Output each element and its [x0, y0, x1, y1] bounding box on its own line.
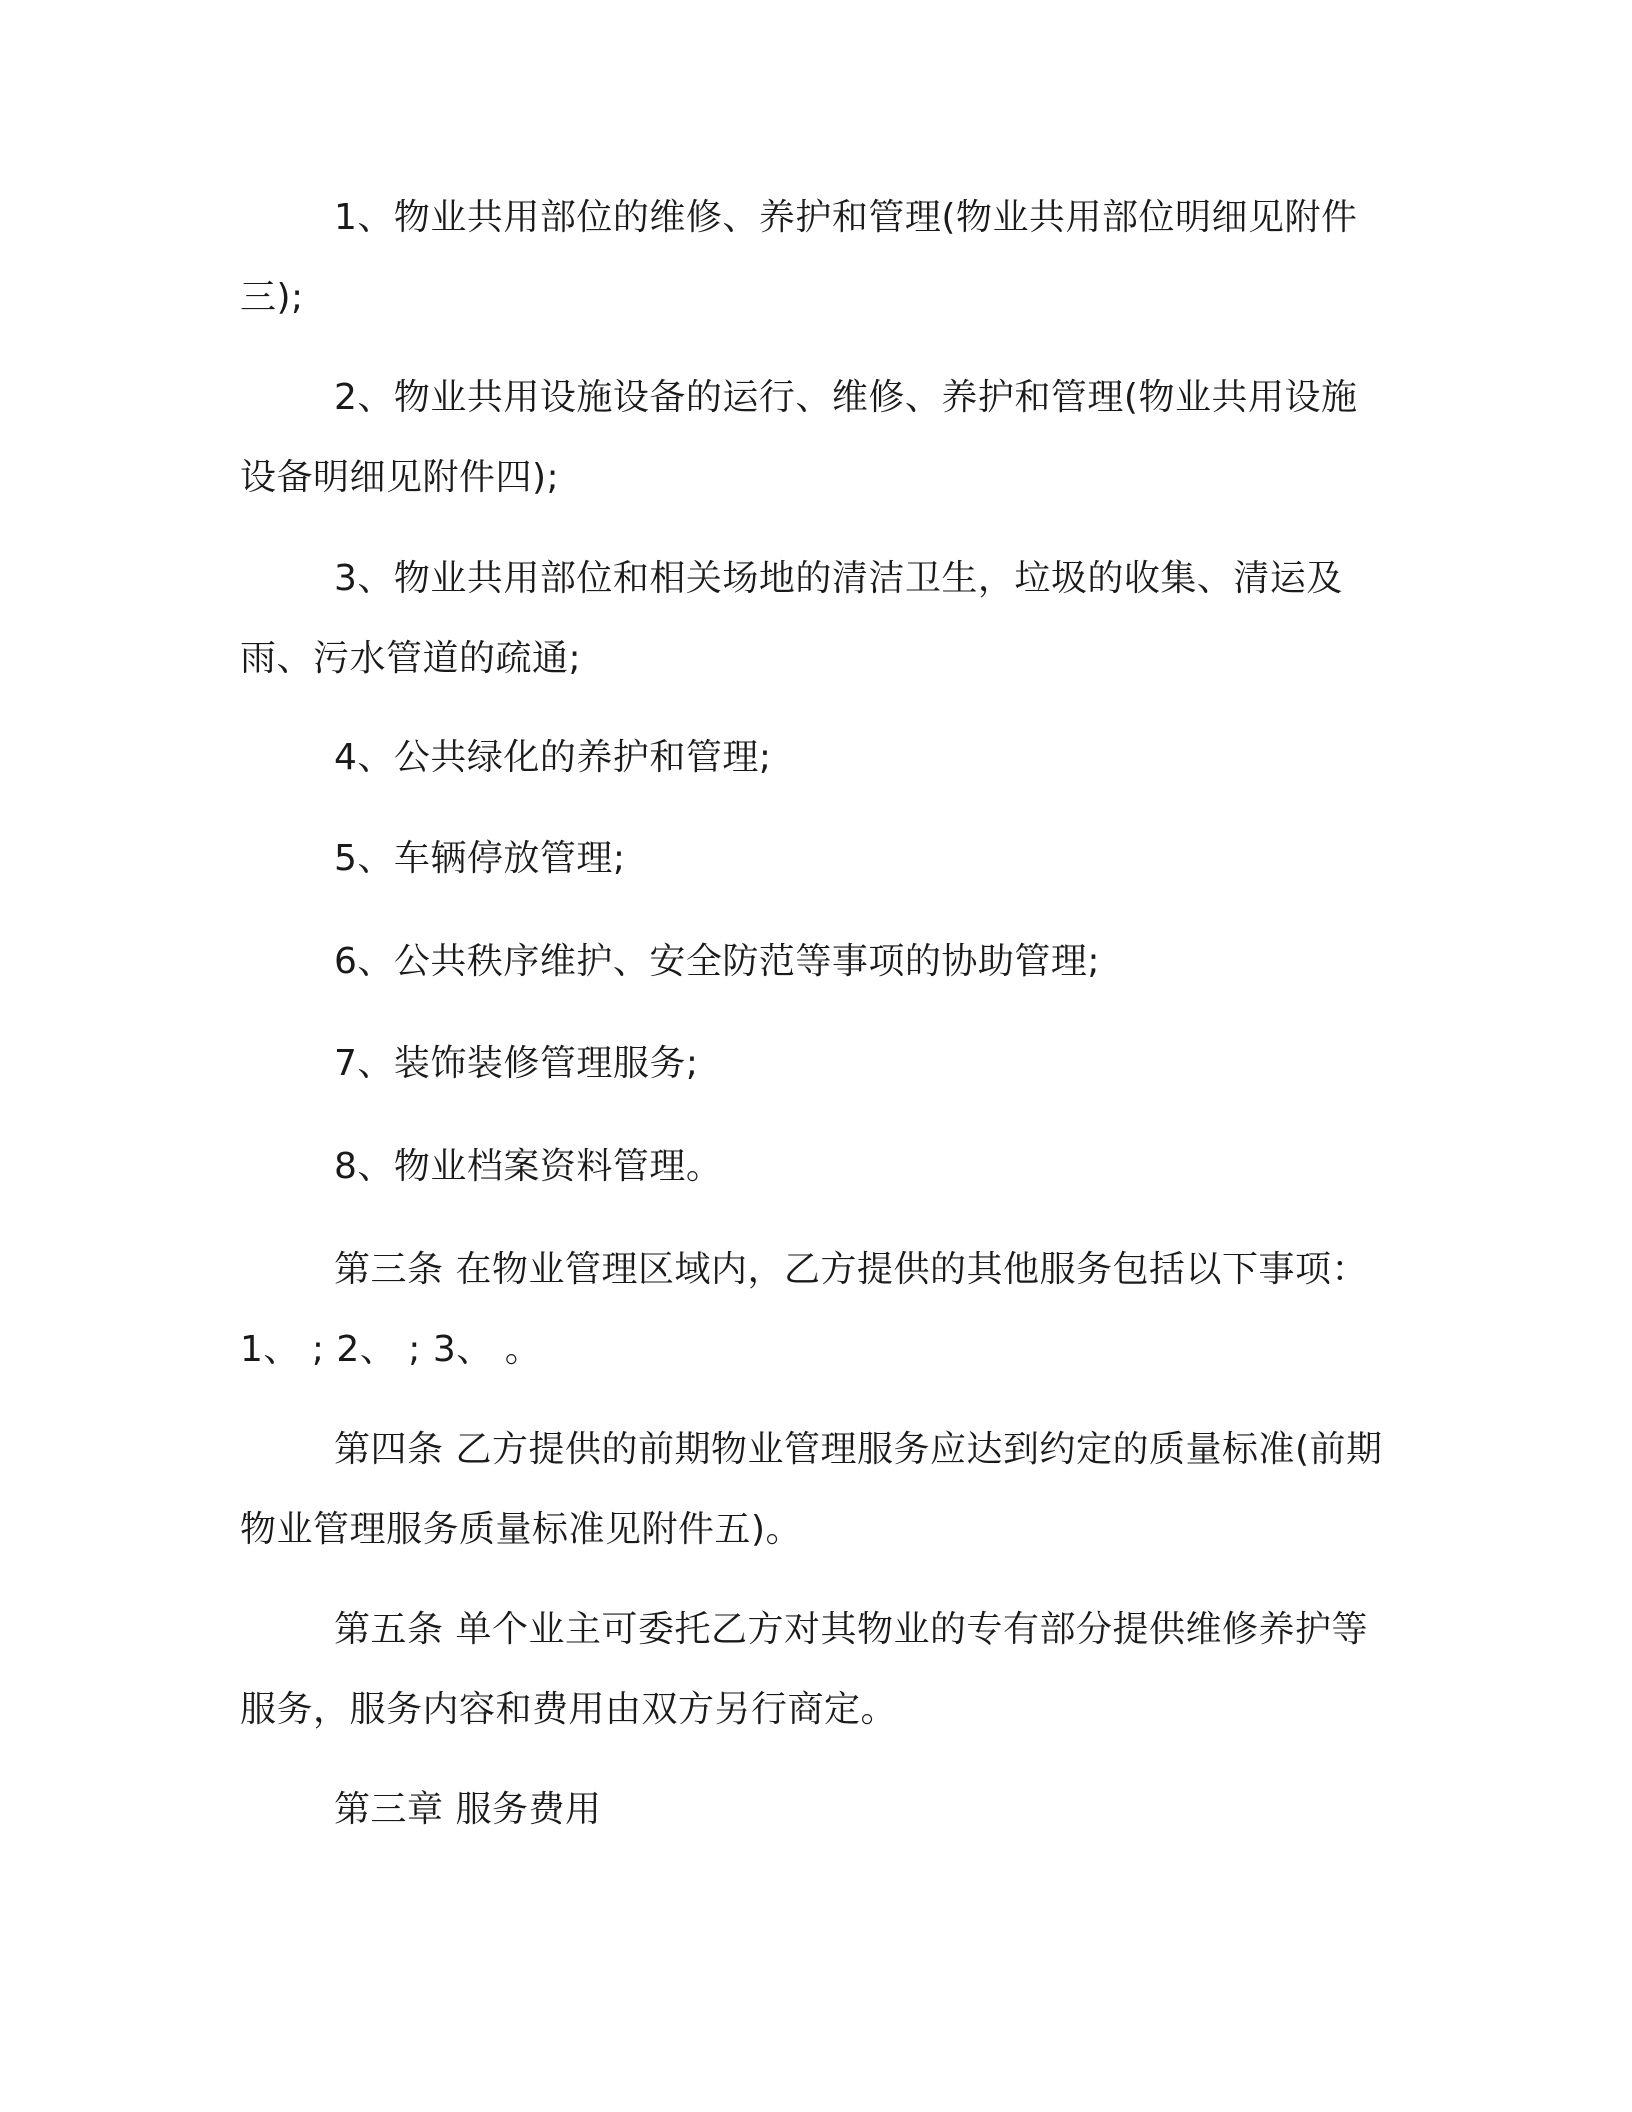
clause-item-3: 3、物业共用部位和相关场地的清洁卫生，垃圾的收集、清运及雨、污水管道的疏通;	[240, 558, 1343, 679]
article-five: 第五条 单个业主可委托乙方对其物业的专有部分提供维修养护等服务，服务内容和费用由双方另行商定。	[240, 1609, 1368, 1730]
clause-item-7: 7、装饰装修管理服务;	[334, 1043, 699, 1084]
clause-item-8: 8、物业档案资料管理。	[334, 1146, 723, 1187]
clause-item-2: 2、物业共用设施设备的运行、维修、养护和管理(物业共用设施设备明细见附件四);	[240, 377, 1358, 498]
clause-item-1: 1、物业共用部位的维修、养护和管理(物业共用部位明细见附件三);	[240, 197, 1358, 318]
clause-item-5: 5、车辆停放管理;	[334, 838, 626, 879]
chapter-three-heading: 第三章 服务费用	[334, 1789, 602, 1830]
clause-item-4: 4、公共绿化的养护和管理;	[334, 737, 772, 778]
article-four: 第四条 乙方提供的前期物业管理服务应达到约定的质量标准(前期物业管理服务质量标准见附件五)。	[240, 1429, 1383, 1550]
clause-item-6: 6、公共秩序维护、安全防范等事项的协助管理;	[334, 941, 1101, 982]
article-three: 第三条 在物业管理区域内，乙方提供的其他服务包括以下事项：1、 ; 2、 ; 3、 。	[240, 1249, 1368, 1370]
